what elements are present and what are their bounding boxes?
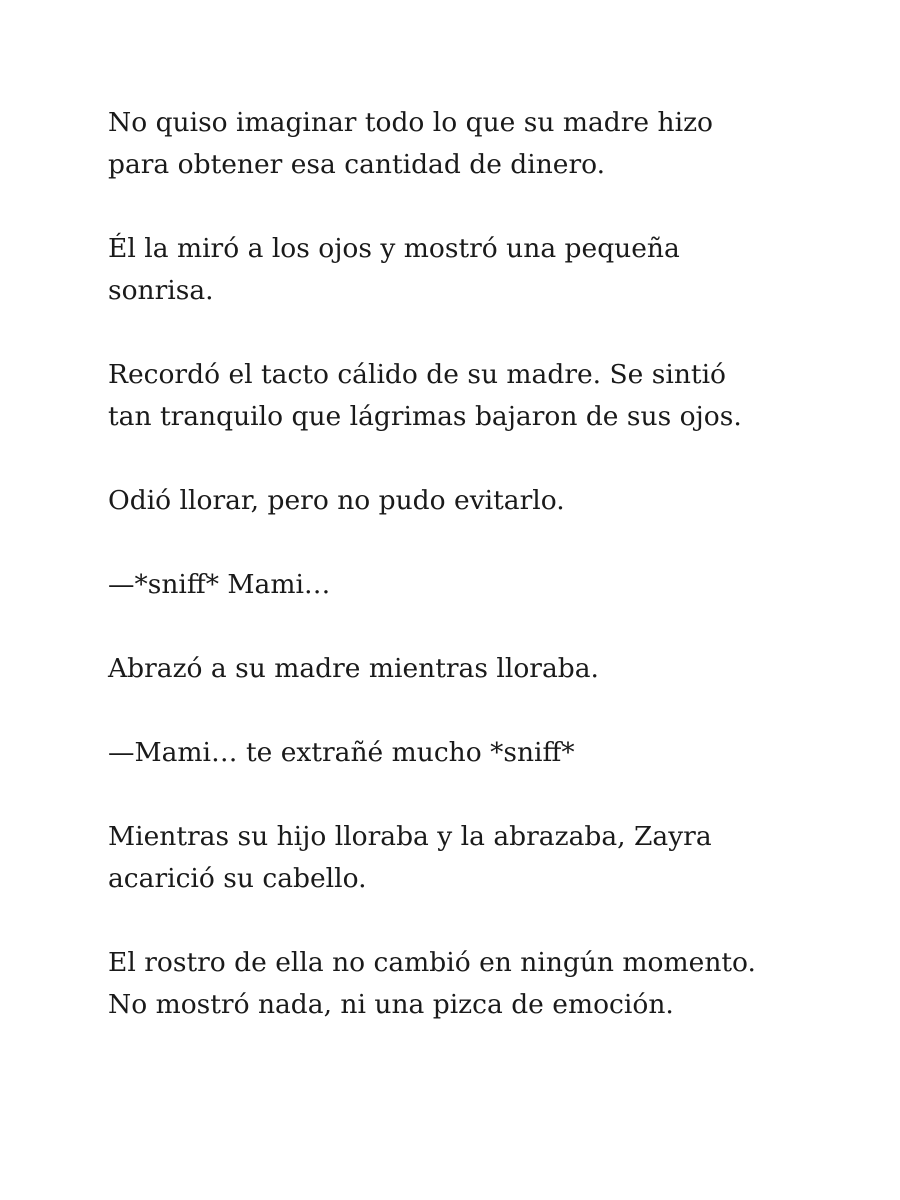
paragraph (108, 648, 828, 690)
paragraph (108, 480, 828, 522)
dialogue-paragraph (108, 732, 828, 774)
paragraph (108, 354, 828, 438)
text-line: Abrazó a su madre mientras lloraba. (108, 653, 599, 684)
text-line: tan tranquilo que lágrimas bajaron de sus ojos. (108, 401, 742, 432)
paragraph (108, 942, 828, 1026)
paragraph (108, 102, 828, 186)
text-line: Recordó el tacto cálido de su madre. Se sintió (108, 359, 727, 390)
text-line: Mientras su hijo lloraba y la abrazaba, Zayra (108, 821, 712, 852)
text-line: acarició su cabello. (108, 863, 367, 894)
text-line: para obtener esa cantidad de dinero. (108, 149, 606, 180)
text-line: —Mami… te extrañé mucho *sniff* (108, 737, 575, 768)
text-line: No mostró nada, ni una pizca de emoción. (108, 989, 674, 1020)
paragraph (108, 816, 828, 900)
text-line: sonrisa. (108, 275, 214, 306)
text-line: —*sniff* Mami… (108, 569, 331, 600)
dialogue-paragraph (108, 564, 828, 606)
story-text (108, 102, 828, 1026)
paragraph (108, 228, 828, 312)
text-line: El rostro de ella no cambió en ningún momento. (108, 947, 756, 978)
text-line: No quiso imaginar todo lo que su madre hizo (108, 107, 713, 138)
text-line: Odió llorar, pero no pudo evitarlo. (108, 485, 565, 516)
text-line: Él la miró a los ojos y mostró una pequeña (108, 233, 680, 264)
